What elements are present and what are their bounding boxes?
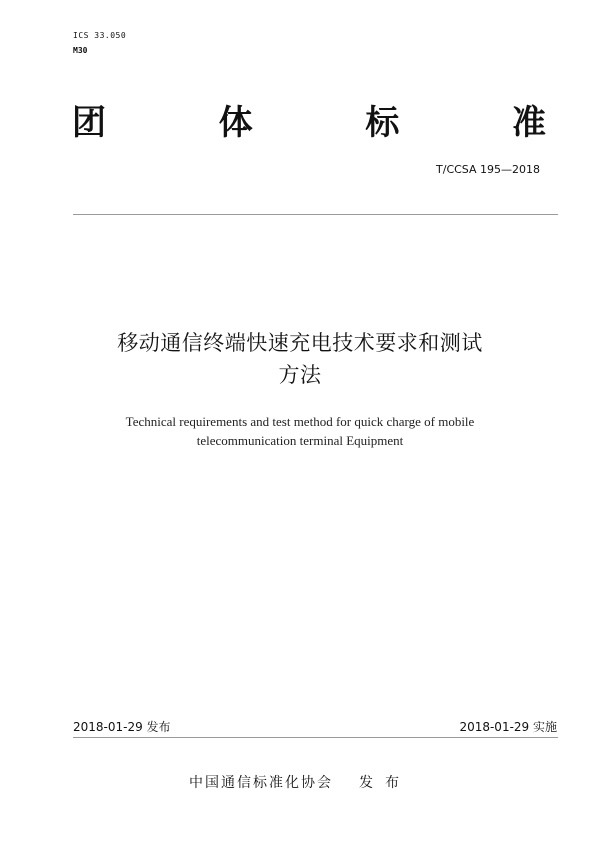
title-english [60,412,540,450]
title-english-line: Technical requirements and test method for quick charge of mobile [125,414,475,429]
title-english-line: telecommunication terminal Equipment [196,433,404,448]
standard-type-char: 团 [72,103,106,143]
title-chinese-line: 移动通信终端快速充电技术要求和测试 [117,331,483,355]
ccs-code: M30 [73,46,88,55]
standard-type-char: 准 [511,103,546,143]
publisher-name: 中国通信标准化协会 [189,775,333,791]
title-chinese-line: 方法 [278,363,322,387]
standard-type-char: 标 [365,103,400,143]
standard-type-char: 体 [218,103,253,143]
title-chinese [60,327,540,391]
ics-code: ICS 33.050 [73,31,127,40]
standard-type-heading [72,103,546,143]
implementation-date: 2018-01-29 实施 [459,720,557,734]
publisher-line [0,772,600,792]
standard-number: T/CCSA 195—2018 [436,163,540,176]
issue-date: 2018-01-29 发布 [73,720,171,734]
publisher-verb: 发布 [359,775,411,791]
top-divider [73,214,558,215]
bottom-divider [73,737,558,738]
